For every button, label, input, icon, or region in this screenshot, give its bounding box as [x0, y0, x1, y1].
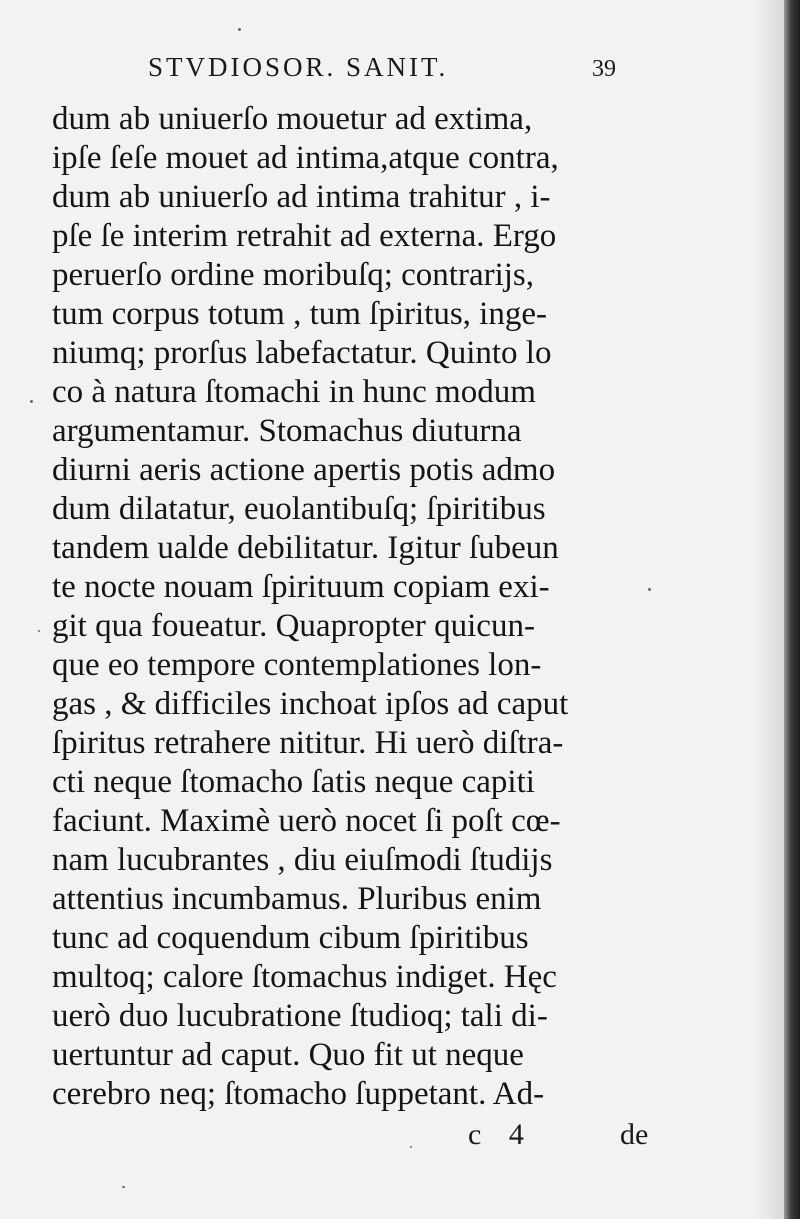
gutter-shadow [754, 0, 784, 1219]
text-line: argumentamur. Stomachus diuturna [52, 413, 522, 449]
text-line: ipſe ſeſe mouet ad intima,atque contra, [52, 140, 559, 176]
ink-speck [30, 400, 33, 403]
text-line: dum dilatatur, euolantibuſq; ſpiritibus [52, 491, 546, 527]
text-line: niumq; prorſus labefactatur. Quinto lo [52, 335, 552, 371]
text-line: que eo tempore contemplationes lon- [52, 647, 542, 683]
ink-speck [38, 630, 40, 632]
text-line: te nocte nouam ſpirituum copiam exi- [52, 569, 550, 605]
ink-speck [648, 588, 651, 591]
text-line: dum ab uniuerſo mouetur ad extima, [52, 101, 533, 137]
ink-speck [238, 28, 241, 31]
catchword: de [620, 1118, 649, 1151]
text-line: tum corpus totum , tum ſpiritus, inge- [52, 296, 547, 332]
text-line: cerebro neq; ſtomacho ſuppetant. Ad- [52, 1076, 545, 1112]
signature-mark: c 4 [468, 1118, 534, 1151]
text-line: faciunt. Maximè uerò nocet ſi poſt cœ- [52, 803, 561, 839]
ink-speck [122, 1186, 125, 1188]
text-line: attentius incumbamus. Pluribus enim [52, 881, 542, 917]
text-line: co à natura ſtomachi in hunc modum [52, 374, 536, 410]
text-line: uertuntur ad caput. Quo fit ut neque [52, 1037, 524, 1073]
book-gutter [784, 0, 800, 1219]
text-line: cti neque ſtomacho ſatis neque capiti [52, 764, 535, 800]
text-line: peruerſo ordine moribuſq; contrarijs, [52, 257, 535, 293]
text-line: gas , & difficiles inchoat ipſos ad caput [52, 686, 569, 722]
text-line: diurni aeris actione apertis potis admo [52, 452, 556, 488]
page-number: 39 [592, 56, 616, 82]
text-line: dum ab uniuerſo ad intima trahitur , i- [52, 179, 551, 215]
body-text [52, 100, 652, 1114]
text-line: multoq; calore ſtomachus indiget. Hęc [52, 959, 557, 995]
text-line: nam lucubrantes , diu eiuſmodi ſtudijs [52, 842, 553, 878]
text-line: git qua foueatur. Quapropter quicun- [52, 608, 535, 644]
text-line: ſpiritus retrahere nititur. Hi uerò diſtra- [52, 725, 564, 761]
running-head: STVDIOSOR. SANIT. [148, 52, 449, 82]
text-line: pſe ſe interim retrahit ad externa. Ergo [52, 218, 557, 254]
text-line: tandem ualde debilitatur. Igitur ſubeun [52, 530, 559, 566]
text-line: uerò duo lucubratione ſtudioq; tali di- [52, 998, 548, 1034]
ink-speck [410, 1146, 412, 1148]
text-line: tunc ad coquendum cibum ſpiritibus [52, 920, 529, 956]
